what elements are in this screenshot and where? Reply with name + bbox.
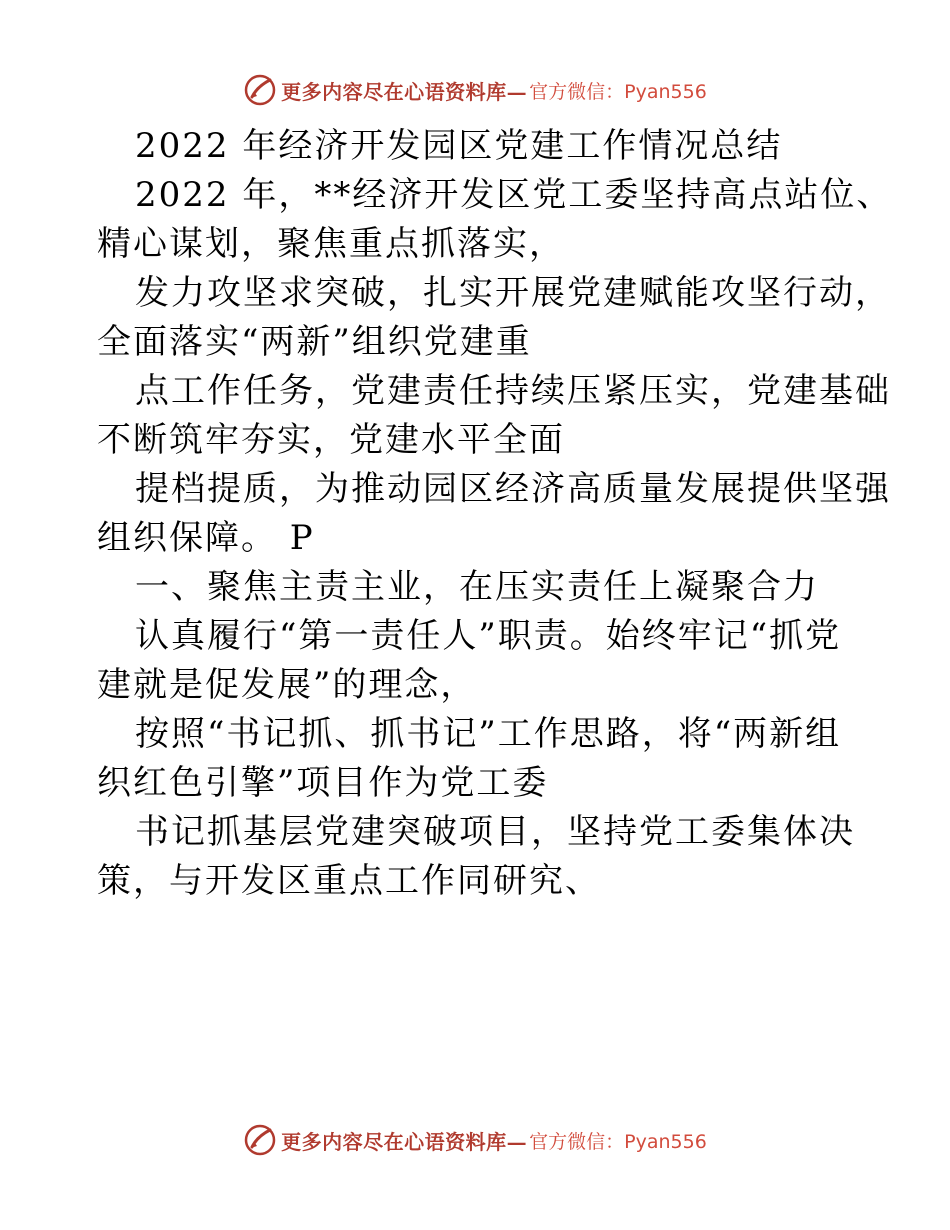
- section-heading: 一、聚焦主责主业，在压实责任上凝聚合力: [135, 567, 819, 607]
- text-line: 发力攻坚求突破，扎实开展党建赋能攻坚行动，: [135, 273, 891, 313]
- text-line: 2022 年，**经济开发区党工委坚持高点站位、: [135, 175, 893, 215]
- text-line: 织红色引擎”项目作为党工委: [97, 763, 549, 803]
- text-line: 组织保障。 P: [97, 518, 315, 558]
- text-line: 按照“书记抓、抓书记”工作思路，将“两新组: [135, 714, 842, 754]
- text-line: 提档提质，为推动园区经济高质量发展提供坚强: [135, 469, 891, 509]
- text-line: 不断筑牢夯实，党建水平全面: [97, 420, 565, 460]
- banner-text: 更多内容尽在心语资料库—: [281, 79, 528, 104]
- brush-logo-icon: [243, 73, 277, 107]
- brush-logo-icon: [243, 1123, 277, 1157]
- document-title: 2022 年经济开发园区党建工作情况总结: [135, 126, 783, 166]
- text-line: 点工作任务，党建责任持续压紧压实，党建基础: [135, 371, 891, 411]
- footer-banner: [0, 1120, 950, 1160]
- text-line: 认真履行“第一责任人”职责。始终牢记“抓党: [135, 616, 842, 656]
- banner-contact: 官方微信：Pyan556: [529, 1130, 707, 1153]
- document-body: [97, 122, 893, 906]
- banner-contact: 官方微信：Pyan556: [529, 80, 707, 103]
- text-line: 全面落实“两新”组织党建重: [97, 322, 532, 362]
- text-line: 精心谋划，聚焦重点抓落实，: [97, 224, 565, 264]
- banner-text: 更多内容尽在心语资料库—: [281, 1129, 528, 1154]
- text-line: 建就是促发展”的理念，: [97, 665, 477, 705]
- header-banner: [0, 70, 950, 110]
- text-line: 策，与开发区重点工作同研究、: [97, 861, 601, 901]
- text-line: 书记抓基层党建突破项目，坚持党工委集体决: [135, 812, 855, 852]
